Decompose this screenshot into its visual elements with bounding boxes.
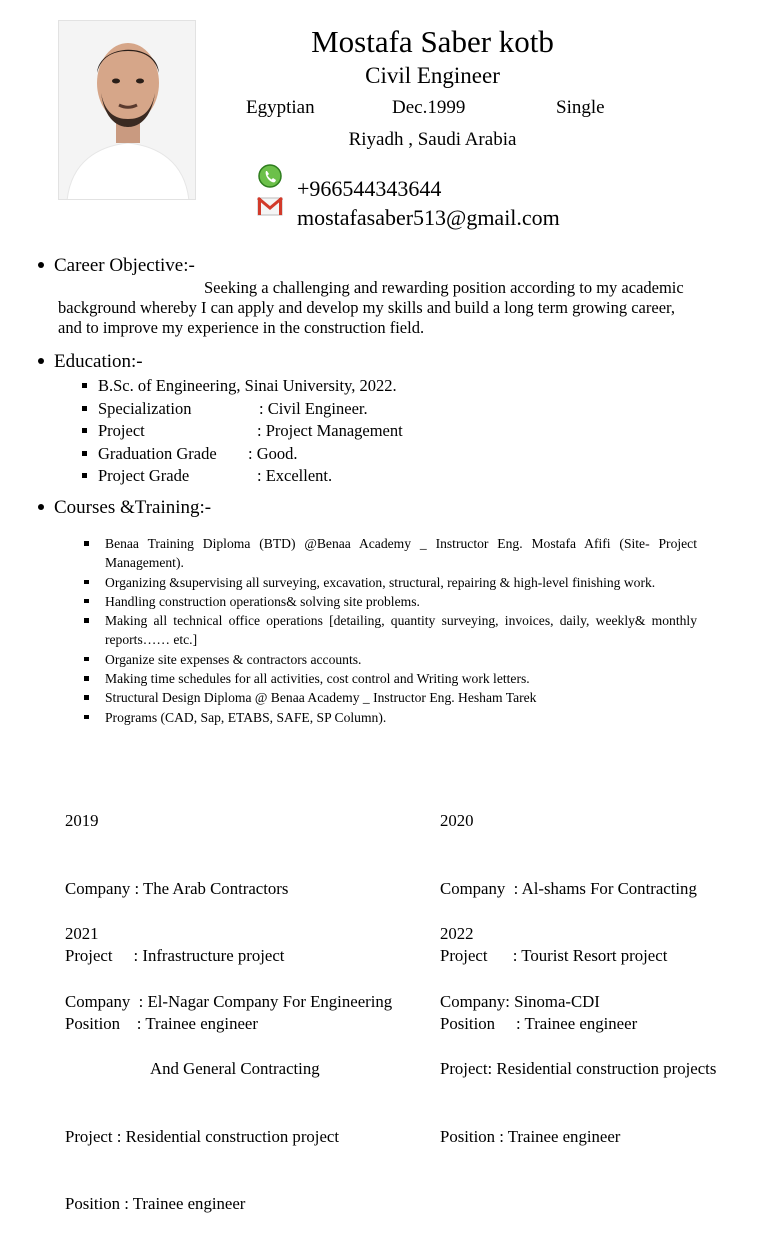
list-item: Organize site expenses & contractors accounts. (82, 650, 697, 669)
courses-list (82, 534, 697, 727)
profile-photo (58, 20, 196, 200)
list-item: Project Grade : Excellent. (82, 466, 397, 489)
experience-position: Position : Trainee engineer (65, 1013, 258, 1033)
square-bullet-icon (84, 715, 89, 720)
square-bullet-icon (82, 428, 87, 433)
experience-position: Position : Trainee engineer (440, 1013, 638, 1033)
list-item: B.Sc. of Engineering, Sinai University, 2022. (82, 376, 397, 399)
education-list (82, 376, 403, 489)
experience-2022 (440, 878, 716, 1171)
experience-project: Project : Tourist Resort project (440, 946, 668, 965)
experience-company: Company: Sinoma-CDI (440, 991, 600, 1011)
list-item: Structural Design Diploma @ Benaa Academy _ Instructor Eng. Hesham Tarek (82, 688, 697, 707)
square-bullet-icon (84, 695, 89, 700)
square-bullet-icon (84, 676, 89, 681)
square-bullet-icon (84, 618, 89, 623)
square-bullet-icon (84, 580, 89, 585)
experience-position: Position : Trainee engineer (440, 1126, 621, 1146)
location: Riyadh , Saudi Arabia (348, 129, 517, 150)
list-item: Making all technical office operations [detailing, quantity surveying, invoices, daily, weekly& monthly reports…… etc.] (82, 611, 697, 650)
experience-company-continued: And General Contracting (150, 1059, 320, 1078)
experience-project: Project : Infrastructure project (65, 946, 285, 965)
square-bullet-icon (84, 541, 89, 546)
experience-position: Position : Trainee engineer (65, 1194, 246, 1213)
education-heading: Education:- (38, 351, 143, 373)
list-item: Handling construction operations& solving site problems. (82, 592, 697, 611)
square-bullet-icon (84, 657, 89, 662)
list-item: Graduation Grade : Good. (82, 444, 397, 467)
experience-year: 2019 (65, 811, 99, 830)
bullet-icon (38, 262, 44, 268)
experience-project: Project: Residential construction projects (440, 1059, 717, 1078)
list-item: Programs (CAD, Sap, ETABS, SAFE, SP Column). (82, 708, 697, 727)
job-title: Civil Engineer (365, 63, 500, 88)
list-item: Project : Project Management (82, 421, 397, 444)
list-item: Specialization : Civil Engineer. (82, 399, 397, 422)
courses-heading: Courses &Training:- (38, 497, 211, 519)
marital-status: Single (556, 97, 605, 118)
bullet-icon (38, 504, 44, 510)
experience-company: Company : Al-shams For Contracting (440, 878, 697, 898)
experience-2021 (65, 878, 392, 1238)
bullet-icon (38, 358, 44, 364)
email-address[interactable]: mostafasaber513@gmail.com (297, 205, 560, 230)
square-bullet-icon (82, 473, 87, 478)
birth-date: Dec.1999 (392, 97, 466, 118)
square-bullet-icon (84, 599, 89, 604)
experience-company: Company : The Arab Contractors (65, 878, 289, 898)
nationality: Egyptian (246, 97, 315, 118)
experience-year: 2021 (65, 924, 99, 943)
list-item: Making time schedules for all activities, cost control and Writing work letters. (82, 669, 697, 688)
list-item: Benaa Training Diploma (BTD) @Benaa Academy _ Instructor Eng. Mostafa Afifi (Site- Project Management). (82, 534, 697, 573)
person-avatar-icon (59, 21, 196, 200)
square-bullet-icon (82, 383, 87, 388)
experience-year: 2020 (440, 811, 474, 830)
experience-year: 2022 (440, 924, 474, 943)
square-bullet-icon (82, 451, 87, 456)
phone-number[interactable]: +966544343644 (297, 176, 442, 201)
phone-icon (257, 164, 283, 188)
square-bullet-icon (82, 406, 87, 411)
experience-project: Project : Residential construction project (65, 1126, 340, 1146)
list-item: Organizing &supervising all surveying, excavation, structural, repairing & high-level finishing work. (82, 573, 697, 592)
career-objective-heading: Career Objective:- (38, 255, 195, 277)
email-icon (257, 194, 283, 218)
experience-company: Company : El-Nagar Company For Engineering (65, 991, 393, 1011)
career-objective-text: Seeking a challenging and rewarding position according to my academic background whereby I can apply and develop my skills and build a long term growing career, and to improve my experience in the construction field. (58, 278, 684, 337)
full-name: Mostafa Saber kotb (311, 24, 554, 59)
